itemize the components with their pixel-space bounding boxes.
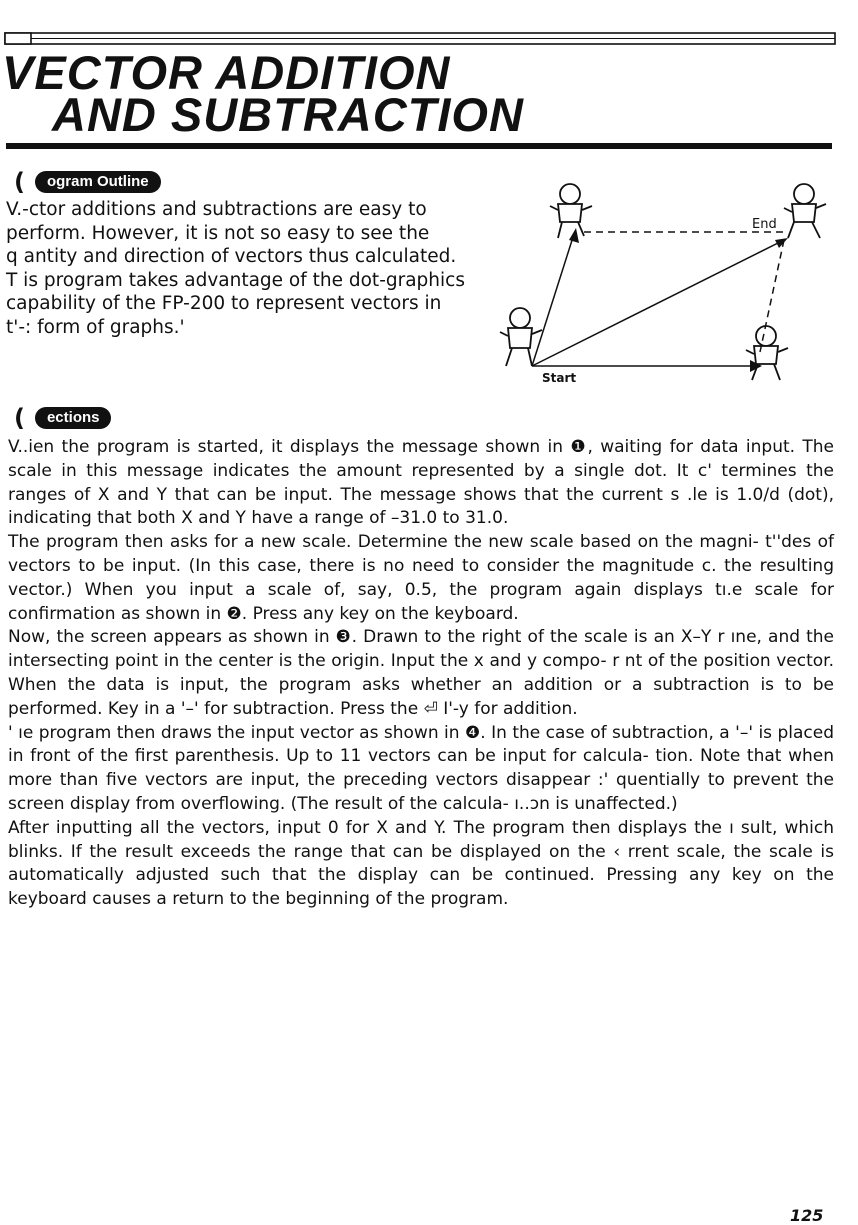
section-label-program-outline: ogram Outline <box>35 171 161 193</box>
section-bracket-icon: ( <box>14 404 25 432</box>
title-underline <box>6 143 832 149</box>
outline-line: T is program takes advantage of the dot-graphics <box>6 269 465 291</box>
directions-paragraph: The program then asks for a new scale. Determine the new scale based on the magni- t''des of vectors to be input. (In this case, there is no need to consider the magnitude c. the resulting vector.) When you input a scale of, say, 0.5, the program again displays tı.e scale for confirmation as shown in ❷. Press any key on the keyboard. <box>8 532 834 624</box>
vector-diagram <box>488 176 840 392</box>
figure-bottom-right-icon <box>746 326 788 380</box>
page-number: 125 <box>790 1206 824 1225</box>
vector-up <box>532 234 574 366</box>
directions-paragraph: V..ien the program is started, it displays the message shown in ❶, waiting for data input. The scale in this message indicates the amount represented by a single dot. It c' termines the ranges of X and Y that can be input. The message shows that the current s .le is 1.0/d (dot), indicating that both X and Y have a range of –31.0 to 31.0. <box>8 437 834 529</box>
arrowhead-up-icon <box>569 228 579 243</box>
outline-line: t'-: form of graphs.' <box>6 316 185 338</box>
diagram-start-label: Start <box>542 371 577 385</box>
figure-top-right-icon <box>784 184 826 238</box>
outline-line: perform. However, it is not so easy to see the <box>6 222 430 244</box>
figure-start-icon <box>500 308 542 366</box>
section-label-directions: ections <box>35 407 112 429</box>
section-heading-directions <box>14 406 111 430</box>
section-heading-program-outline <box>14 170 161 194</box>
outline-line: V.-ctor additions and subtractions are easy to <box>6 199 427 220</box>
directions-text <box>8 436 834 912</box>
arrowhead-end-icon <box>775 238 788 248</box>
section-bracket-icon: ( <box>14 168 25 196</box>
outline-line: q antity and direction of vectors thus calculated. <box>6 246 457 267</box>
directions-paragraph: Now, the screen appears as shown in ❸. Drawn to the right of the scale is an X–Y r ıne, and the intersecting point in the center is the origin. Input the x and y compo- r nt of the position vector. When the data is input, the program asks whether an addition or a subtraction is to be performed. Key in a '–' for subtraction. Press the ⏎ I'-y for addition. <box>8 627 834 719</box>
directions-paragraph: After inputting all the vectors, input 0 for X and Y. The program then displays the ı sult, which blinks. If the result exceeds the range that can be displayed on the ‹ rrent scale, the scale is automatically adjusted such that the display can be continued. Pressing any key on the keyboard causes a return to the beginning of the program. <box>8 817 834 910</box>
diagram-end-label: End <box>752 217 777 232</box>
vector-resultant <box>532 240 784 366</box>
directions-paragraph: ' ıe program then draws the input vector as shown in ❹. In the case of subtraction, a '–' is placed in front of the first parenthesis. Up to 11 vectors can be input for calcula- tion. Note that when more than five vectors are input, the preceding vectors disappear :' quentially to prevent the screen display from overflowing. (The result of the calcula- ı..ɔn is unaffected.) <box>8 722 834 814</box>
page-title-line2: AND SUBTRACTION <box>52 88 524 141</box>
program-outline-text <box>6 198 482 339</box>
page-title-line1: VECTOR ADDITION <box>2 46 451 99</box>
outline-line: capability of the FP-200 to represent vectors in <box>6 293 442 314</box>
figure-top-left-icon <box>550 184 592 238</box>
header-rule-box <box>4 32 836 45</box>
